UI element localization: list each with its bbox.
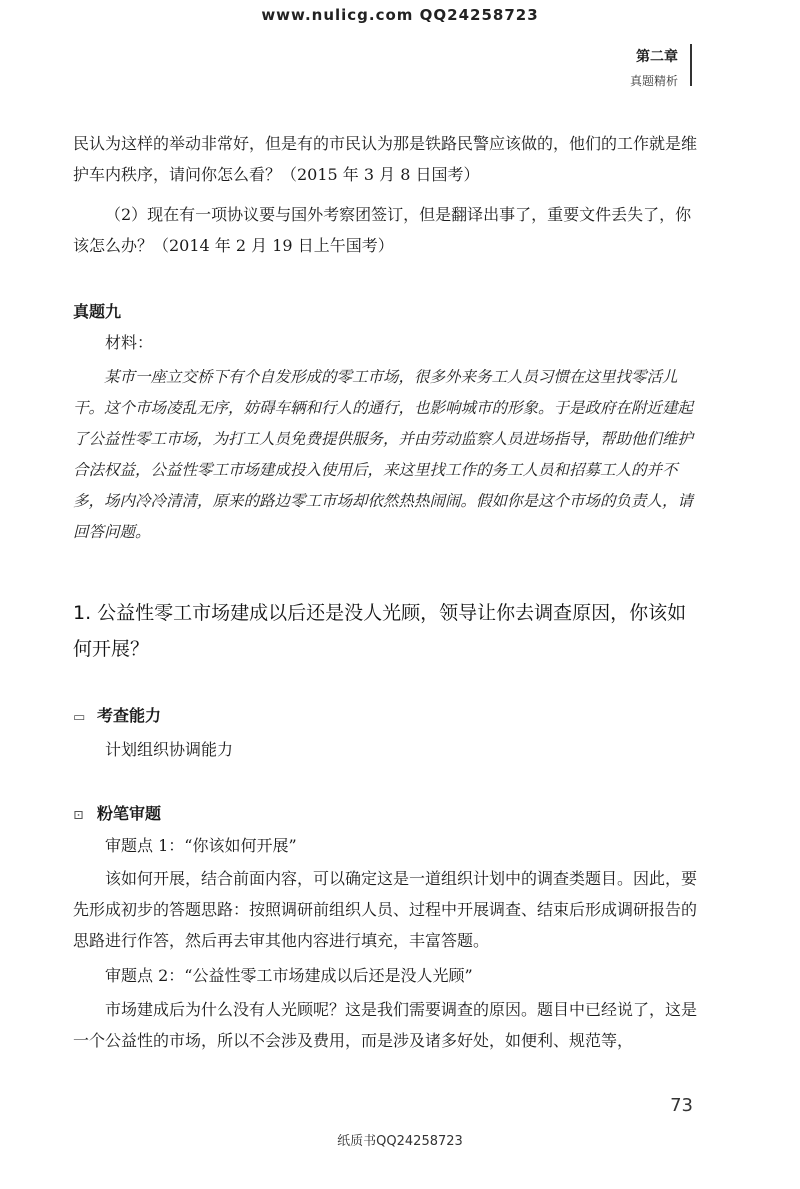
header-divider xyxy=(690,44,692,86)
material-label: 材料： xyxy=(105,333,154,352)
main-question: 1. 公益性零工市场建成以后还是没人光顾，领导让你去调查原因，你该如何开展？ xyxy=(73,602,687,660)
paragraph-continuation: 民认为这样的举动非常好，但是有的市民认为那是铁路民警应该做的，他们的工作就是维护车内秩序，请问你怎么看？（2015 年 3 月 8 日国考） xyxy=(73,134,698,184)
review-heading xyxy=(73,798,699,831)
ability-heading xyxy=(73,700,699,733)
review-icon: ⊡ xyxy=(73,808,84,823)
watermark-text: www.nulicg.com QQ24258723 xyxy=(261,6,539,24)
review-point-1-title: 审题点 1：“你该如何开展” xyxy=(105,836,297,855)
chapter-subtitle: 真题精析 xyxy=(629,74,678,88)
section-title: 真题九 xyxy=(73,302,122,321)
ability-text: 计划组织协调能力 xyxy=(105,740,234,759)
chapter-title: 第二章 xyxy=(636,49,678,65)
review-point-2-title: 审题点 2：“公益性零工市场建成以后还是没人光顾” xyxy=(105,966,473,985)
review-point-2-text: 市场建成后为什么没有人光顾呢？这是我们需要调查的原因。题目中已经说了，这是一个公益性的市场，所以不会涉及费用，而是涉及诸多好处，如便利、规范等， xyxy=(73,1000,698,1050)
ability-icon: ▭ xyxy=(73,710,86,725)
page-number: 73 xyxy=(670,1095,693,1116)
review-title: 粉笔审题 xyxy=(97,804,162,823)
footer-text: 纸质书QQ24258723 xyxy=(337,1134,463,1149)
paragraph-question-2: （2）现在有一项协议要与国外考察团签订，但是翻译出事了，重要文件丢失了，你该怎么办？（2014 年 2 月 19 日上午国考） xyxy=(73,205,692,255)
ability-title: 考查能力 xyxy=(97,706,162,725)
review-point-1-text: 该如何开展，结合前面内容，可以确定这是一道组织计划中的调查类题目。因此，要先形成初步的答题思路：按照调研前组织人员、过程中开展调查、结束后形成调研报告的思路进行作答，然后再去审其他内容进行填充，丰富答题。 xyxy=(73,869,698,950)
material-text: 某市一座立交桥下有个自发形成的零工市场，很多外来务工人员习惯在这里找零活儿干。这个市场凌乱无序，妨碍车辆和行人的通行，也影响城市的形象。于是政府在附近建起了公益性零工市场，为打工人员免费提供服务，并由劳动监察人员进场指导，帮助他们维护合法权益，公益性零工市场建成投入使用后，来这里找工作的务工人员和招募工人的并不多，场内冷冷清清，原来的路边零工市场却依然热热闹闹。假如你是这个市场的负责人，请回答问题。 xyxy=(73,368,694,541)
